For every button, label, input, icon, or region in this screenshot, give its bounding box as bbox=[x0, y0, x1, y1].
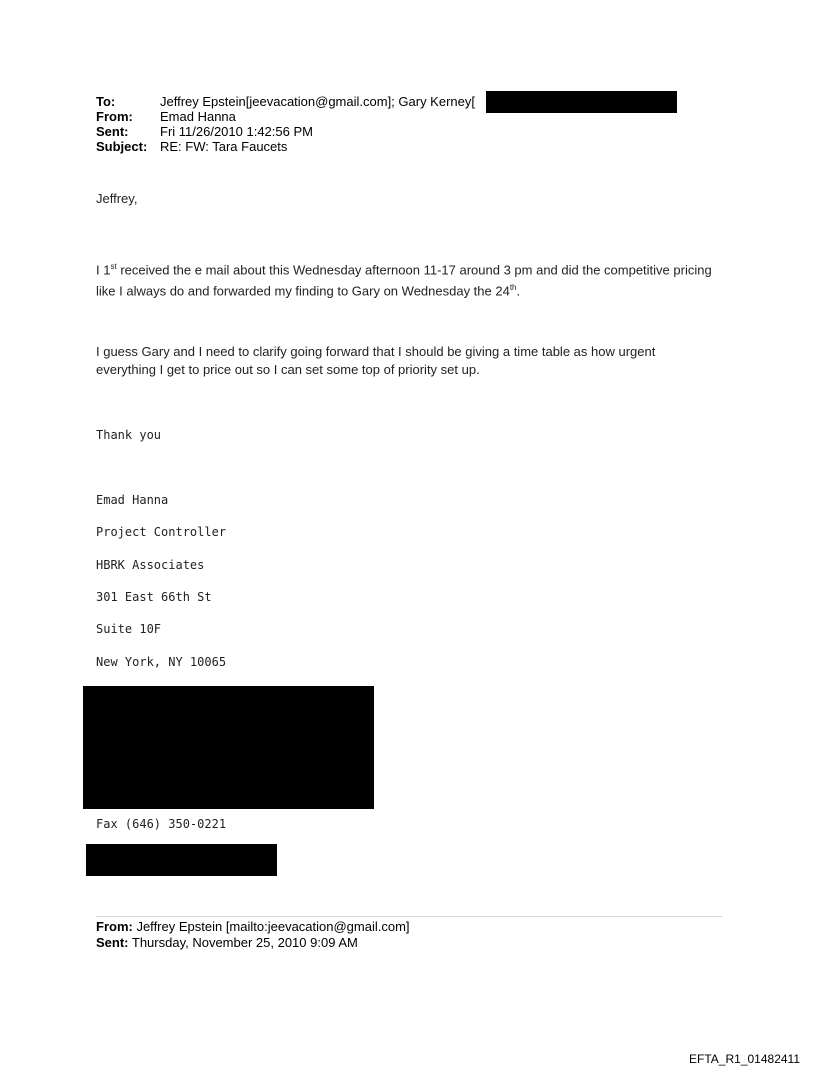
greeting: Jeffrey, bbox=[96, 191, 138, 206]
forwarded-header bbox=[96, 919, 410, 951]
signature-name: Emad Hanna bbox=[96, 493, 169, 507]
subject-value: RE: FW: Tara Faucets bbox=[160, 139, 288, 154]
document-id: EFTA_R1_01482411 bbox=[689, 1052, 800, 1066]
redaction-block-contact bbox=[83, 686, 374, 809]
ordinal-st: st bbox=[110, 262, 117, 271]
signature-city: New York, NY 10065 bbox=[96, 655, 227, 669]
paragraph-2: I guess Gary and I need to clarify going forward that I should be giving a time table as how urgent everything I get to price out so I can set some top of priority set up. bbox=[96, 344, 656, 377]
signature-suite: Suite 10F bbox=[96, 622, 162, 636]
from-value: Emad Hanna bbox=[160, 109, 236, 124]
forward-divider bbox=[96, 916, 722, 917]
paragraph-1-start: I 1 bbox=[96, 262, 111, 278]
forwarded-from-label: From: bbox=[96, 919, 133, 934]
forwarded-sent-row bbox=[96, 935, 410, 951]
paragraph-1-middle: received the e mail about this Wednesday afternoon 11-17 around 3 pm and did the competitive pricing like I always do and forwarded my finding to Gary on Wednesday the 24 bbox=[96, 262, 712, 299]
signature-company: HBRK Associates bbox=[96, 558, 205, 572]
to-label: To: bbox=[96, 94, 116, 109]
sent-label: Sent: bbox=[96, 124, 129, 139]
signature-title: Project Controller bbox=[96, 525, 227, 539]
closing: Thank you bbox=[96, 428, 162, 442]
forwarded-sent-label: Sent: bbox=[96, 935, 129, 950]
from-row bbox=[96, 109, 475, 124]
forwarded-from-row bbox=[96, 919, 410, 935]
ordinal-th: th bbox=[509, 283, 517, 293]
subject-row bbox=[96, 139, 475, 154]
forwarded-sent-value: Thursday, November 25, 2010 9:09 AM bbox=[128, 935, 358, 950]
forwarded-from-value: Jeffrey Epstein [mailto:jeevacation@gmail.com] bbox=[132, 919, 410, 934]
paragraph-1-end: . bbox=[516, 283, 521, 299]
signature-fax: Fax (646) 350-0221 bbox=[96, 817, 227, 831]
from-label: From: bbox=[96, 109, 133, 124]
to-row bbox=[96, 94, 475, 109]
sent-row bbox=[96, 124, 475, 139]
paragraph-1 bbox=[96, 258, 716, 301]
sent-value: Fri 11/26/2010 1:42:56 PM bbox=[160, 124, 313, 139]
email-header bbox=[96, 94, 475, 154]
signature-street: 301 East 66th St bbox=[96, 590, 212, 604]
redaction-block-small bbox=[86, 844, 277, 876]
redaction-block-email bbox=[486, 91, 677, 113]
subject-label: Subject: bbox=[96, 139, 148, 154]
to-value: Jeffrey Epstein[jeevacation@gmail.com]; Gary Kerney[ bbox=[160, 94, 475, 109]
